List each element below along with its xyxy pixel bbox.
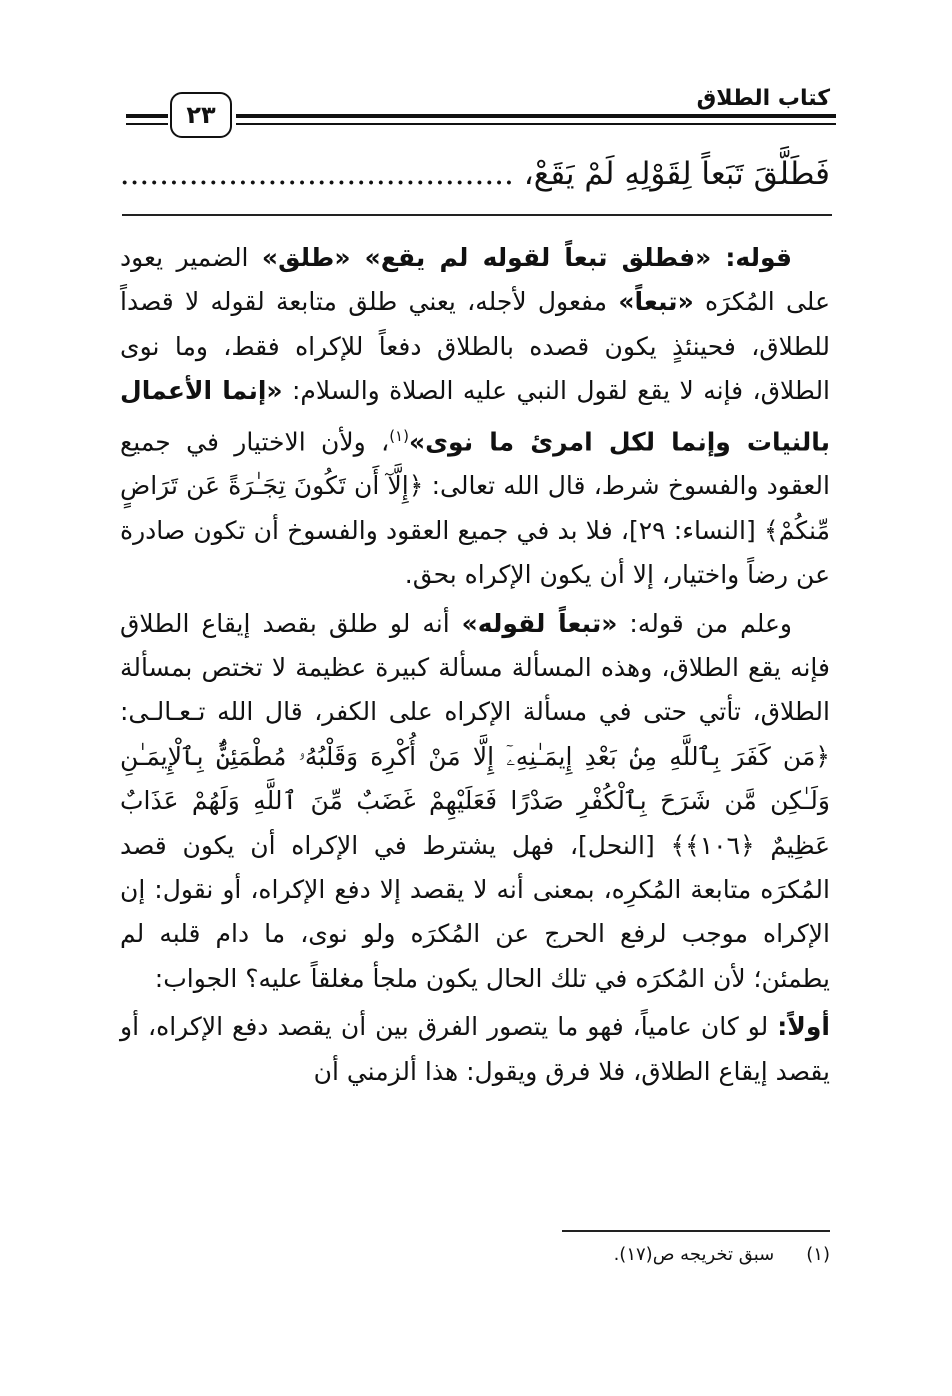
footnote bbox=[614, 1244, 830, 1265]
text-run: الضمير يعود على المُكرَه bbox=[120, 243, 830, 317]
paragraph-1 bbox=[120, 236, 830, 598]
quoted-matn: «فطلق تبعاً لقوله لم يقع» bbox=[350, 243, 726, 272]
footnote-text: سبق تخريجه ص(١٧). bbox=[613, 1244, 775, 1265]
text-run: مفعول لأجله، يعني طلق متابعة لقوله لا قصداً للطلاق، فحينئذٍ يكون قصده بالطلاق دفعاً للإكراه فقط، وما نوى الطلاق، فإنه لا يقع لقول النبي عليه الصلاة والسلام: bbox=[120, 287, 831, 406]
paragraph-3 bbox=[120, 1005, 830, 1094]
paragraph-2 bbox=[120, 602, 830, 1002]
text-run: لو كان عامياً، فهو ما يتصور الفرق بين أن يقصد دفع الإكراه، أو يقصد إيقاع الطلاق، فلا فرق ويقول: هذا ألزمني أن bbox=[120, 1012, 830, 1086]
keyword: «تبعاً» bbox=[618, 287, 694, 317]
header-rule-left-thin bbox=[126, 123, 168, 125]
commentary-body bbox=[120, 236, 830, 1094]
quran-verse: ﴿إِلَّآ أَن تَكُونَ تِجَـٰرَةً عَن تَرَاضٍ مِّنكُمْ﴾ bbox=[120, 471, 830, 545]
text-run: [النساء: ٢٩]، فلا بد في جميع العقود والفسوخ أن تكون صادرة عن رضاً واختيار، إلا أن يكون الإكراه بحق. bbox=[120, 515, 830, 590]
text-run: [النحل]، فهل يشترط في الإكراه أن يكون قصد المُكرَه متابعة المُكرِه، بمعنى أنه لا يقصد إلا دفع الإكراه، أو نقول: إن الإكراه موجب لرفع الحرج عن المُكرَه ولو نوى، ما دام قلبه لم يطمئن؛ لأن المُكرَه في تلك الحال يكون ملجأ مغلقاً عليه؟ الجواب: bbox=[120, 830, 830, 993]
page-number bbox=[170, 92, 232, 138]
page-number-text: ٢٣ bbox=[186, 101, 216, 129]
running-header-title: كتاب الطلاق bbox=[696, 86, 830, 111]
header-rule-right-thick bbox=[236, 114, 836, 118]
hadith-quote: «إنما الأعمال بالنيات وإنما لكل امرئ ما نوى» bbox=[120, 376, 831, 456]
matn-text: فَطَلَّقَ تَبَعاً لِقَوْلِهِ لَمْ يَقَعْ، ........................................ bbox=[119, 156, 830, 192]
quran-verse: ﴿مَن كَفَرَ بِٱللَّهِ مِنۢ بَعْدِ إِيمَـٰنِهِۦٓ إِلَّا مَنْ أُكْرِهَ وَقَلْبُهُۥ مُطْمَئِنٌّۢ بِٱلْإِيمَـٰنِ وَلَـٰكِن مَّن شَرَحَ بِٱلْكُفْرِ صَدْرًا فَعَلَيْهِمْ غَضَبٌ مِّنَ ٱللَّهِ وَلَهُمْ عَذَابٌ عَظِيمٌ ﴿١٠٦﴾﴾ bbox=[120, 741, 831, 860]
header-rule-right-thin bbox=[236, 123, 836, 125]
text-run: أنه لو طلق بقصد إيقاع الطلاق فإنه يقع الطلاق، وهذه المسألة مسألة كبيرة عظيمة لا تختص بمسألة الطلاق، تأتي حتى في مسألة الإكراه على الكفر، قال الله تـعـالـى: bbox=[120, 608, 830, 727]
lead-word: أولاً: bbox=[777, 1012, 830, 1042]
footnote-reference: (١) bbox=[389, 426, 409, 445]
text-run: ، ولأن الاختيار في جميع العقود والفسوخ شرط، قال الله تعالى: bbox=[120, 426, 830, 501]
keyword: «تبعاً لقوله» bbox=[461, 608, 618, 638]
text-run: وعلم من قوله: bbox=[617, 608, 792, 638]
header-rule-left-thick bbox=[126, 114, 168, 118]
keyword: «طلق» bbox=[261, 243, 351, 272]
matn-divider bbox=[122, 214, 832, 216]
lead-word: قوله: bbox=[725, 243, 792, 272]
footnote-number: (١) bbox=[806, 1244, 830, 1265]
footnote-rule bbox=[562, 1230, 830, 1232]
